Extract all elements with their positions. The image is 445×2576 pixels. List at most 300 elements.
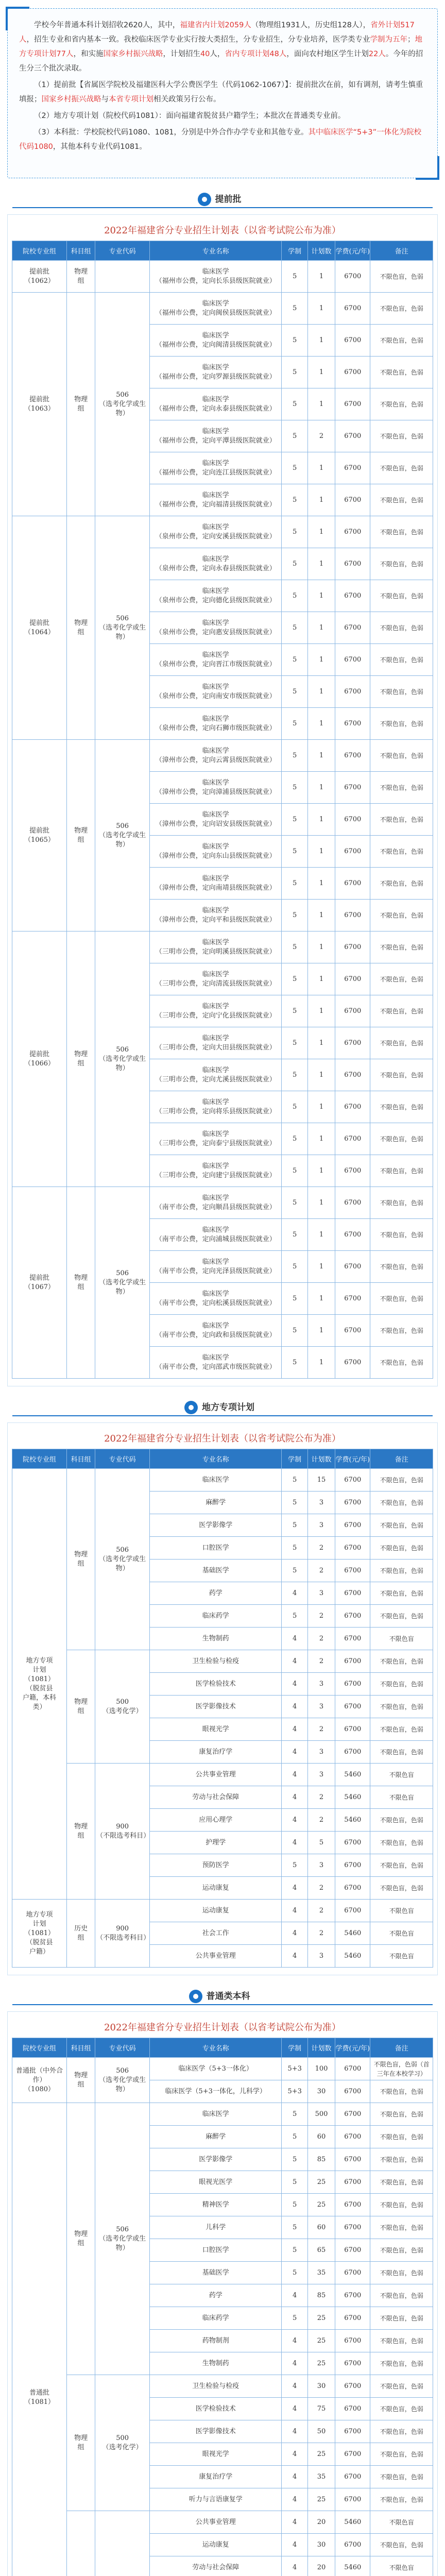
- major-name-cell: 临床医学 （三明市公费，定向泰宁县级医院就业）: [150, 1123, 282, 1155]
- plan-cell: 100: [308, 2058, 335, 2080]
- plan-cell: 30: [308, 2080, 335, 2103]
- table-header-cell: 科目组: [66, 1449, 95, 1469]
- plan-cell: 25: [308, 2443, 335, 2466]
- group-code-cell: 提前批 （1064）: [12, 516, 67, 740]
- major-name-cell: 临床医学 （南平市公费，定向光泽县级医院就业）: [150, 1251, 282, 1283]
- years-cell: 4: [282, 1832, 308, 1854]
- fee-cell: 5460: [335, 1764, 370, 1786]
- years-cell: 5: [282, 1347, 308, 1379]
- years-cell: 5: [282, 995, 308, 1027]
- note-cell: 不限色盲，色弱: [370, 2148, 433, 2171]
- plan-cell: 1: [308, 325, 335, 357]
- fee-cell: 6700: [335, 1469, 370, 1492]
- major-name-cell: 临床医学 （泉州市公费，定向永春县级医院就业）: [150, 548, 282, 580]
- years-cell: 4: [282, 2534, 308, 2556]
- fee-cell: 6700: [335, 1854, 370, 1877]
- intro-text: ，和实施: [73, 50, 104, 58]
- fee-cell: 6700: [335, 963, 370, 995]
- plan-cell: 1: [308, 676, 335, 708]
- note-cell: 不限色盲，色弱: [370, 548, 433, 580]
- major-name-cell: 公共事业管理: [150, 1764, 282, 1786]
- table-row: [12, 516, 433, 548]
- note-cell: 不限色盲，色弱（首三年在本校学习）: [370, 2058, 433, 2080]
- major-name-cell: 运动康复: [150, 1877, 282, 1900]
- major-group-cell: 500 （选考化学）: [95, 2375, 150, 2511]
- highlight-text: 省外计划517人: [19, 21, 415, 44]
- years-cell: 4: [282, 2556, 308, 2576]
- major-name-cell: 临床医学 （福州市公费，定向闽清县级医院就业）: [150, 325, 282, 357]
- note-cell: 不限色盲，色弱: [370, 1537, 433, 1560]
- table-header-cell: 专业代码: [95, 2038, 150, 2058]
- major-name-cell: 临床医学（5+3一体化）: [150, 2058, 282, 2080]
- note-cell: 不限色盲: [370, 2511, 433, 2534]
- years-cell: 5: [282, 1219, 308, 1251]
- major-name-cell: 儿科学: [150, 2216, 282, 2239]
- years-cell: 4: [282, 1628, 308, 1650]
- fee-cell: 6700: [335, 325, 370, 357]
- section-tab: [182, 1986, 264, 2005]
- plan-cell: 1: [308, 1155, 335, 1187]
- fee-cell: 6700: [335, 484, 370, 516]
- years-cell: 5: [282, 548, 308, 580]
- note-cell: 不限色盲，色弱: [370, 2330, 433, 2352]
- major-name-cell: 临床药学: [150, 2307, 282, 2330]
- major-name-cell: 基础医学: [150, 1560, 282, 1582]
- note-cell: 不限色盲，色弱: [370, 357, 433, 388]
- years-cell: 5: [282, 2307, 308, 2330]
- major-name-cell: 医学影像技术: [150, 1696, 282, 1718]
- plan-cell: 2: [308, 1718, 335, 1741]
- subject-cell: 物理 组: [66, 1187, 95, 1379]
- note-cell: 不限色盲，色弱: [370, 1673, 433, 1696]
- plan-cell: 1: [308, 644, 335, 676]
- plan-cell: 1: [308, 1123, 335, 1155]
- note-cell: 不限色盲，色弱: [370, 1315, 433, 1347]
- note-cell: 不限色盲，色弱: [370, 900, 433, 931]
- years-cell: 4: [282, 1945, 308, 1968]
- fee-cell: 6700: [335, 1605, 370, 1628]
- note-cell: 不限色盲: [370, 1945, 433, 1968]
- intro-text: 相关政策另行公布。: [153, 95, 221, 104]
- plan-cell: 25: [308, 2307, 335, 2330]
- plan-cell: 2: [308, 1605, 335, 1628]
- note-cell: 不限色盲，色弱: [370, 708, 433, 740]
- table-row: [12, 1187, 433, 1219]
- plan-cell: 1: [308, 931, 335, 963]
- fee-cell: 6700: [335, 1492, 370, 1514]
- section-header: [7, 188, 438, 208]
- note-cell: 不限色盲，色弱: [370, 1155, 433, 1187]
- note-cell: 不限色盲，色弱: [370, 1469, 433, 1492]
- note-cell: 不限色盲，色弱: [370, 1650, 433, 1673]
- plan-table: [12, 2038, 433, 2576]
- major-name-cell: 劳动与社会保障: [150, 2556, 282, 2576]
- table-title: 2022年福建省分专业招生计划表（以省考试院公布为准）: [104, 225, 341, 236]
- plan-cell: 3: [308, 1582, 335, 1605]
- plan-cell: 20: [308, 2511, 335, 2534]
- plan-cell: 2: [308, 1809, 335, 1832]
- years-cell: 5: [282, 357, 308, 388]
- fee-cell: 5460: [335, 1809, 370, 1832]
- plan-cell: 1: [308, 1219, 335, 1251]
- plan-cell: 3: [308, 1696, 335, 1718]
- intro-text: 与: [101, 95, 109, 104]
- group-code-cell: 地方专项 计划 （1081） （脱贫县 户籍）: [12, 1900, 67, 1968]
- years-cell: 5: [282, 580, 308, 612]
- note-cell: 不限色盲，色弱: [370, 1123, 433, 1155]
- note-cell: 不限色盲，色弱: [370, 1283, 433, 1315]
- highlight-text: 其中临床医学“5+3”一体化为院校代码1080: [19, 128, 422, 151]
- major-name-cell: 口腔医学: [150, 1537, 282, 1560]
- plan-cell: 30: [308, 2534, 335, 2556]
- major-name-cell: 临床医学 （三明市公费，定向宁化县级医院就业）: [150, 995, 282, 1027]
- table-header-cell: 专业名称: [150, 2038, 282, 2058]
- note-cell: 不限色盲，色弱: [370, 2352, 433, 2375]
- table-header-cell: 备注: [370, 241, 433, 261]
- section-tab-label: 地方专项计划: [202, 1402, 254, 1413]
- note-cell: 不限色盲，色弱: [370, 2126, 433, 2148]
- fee-cell: 6700: [335, 1696, 370, 1718]
- years-cell: 5: [282, 644, 308, 676]
- intro-text: ，招生专业和省内基本一致。我校临床医学专业实行按大类招生，分专业招生，分专业培养，医学类专业: [26, 36, 370, 44]
- fee-cell: 6700: [335, 1155, 370, 1187]
- plan-cell: 1: [308, 804, 335, 836]
- years-cell: 5+3: [282, 2080, 308, 2103]
- fee-cell: 6700: [335, 2352, 370, 2375]
- years-cell: 4: [282, 2420, 308, 2443]
- years-cell: 5: [282, 2148, 308, 2171]
- note-cell: 不限色盲，色弱: [370, 580, 433, 612]
- years-cell: 4: [282, 1877, 308, 1900]
- fee-cell: 6700: [335, 2420, 370, 2443]
- fee-cell: 6700: [335, 676, 370, 708]
- note-cell: 不限色盲，色弱: [370, 868, 433, 900]
- table-row: [12, 1764, 433, 1786]
- plan-cell: 1: [308, 963, 335, 995]
- plan-cell: 1: [308, 1187, 335, 1219]
- major-name-cell: 临床医学 （泉州市公费，定向安溪县级医院就业）: [150, 516, 282, 548]
- years-cell: 4: [282, 1900, 308, 1922]
- fee-cell: 6700: [335, 1091, 370, 1123]
- fee-cell: 6700: [335, 2194, 370, 2216]
- years-cell: 5: [282, 708, 308, 740]
- note-cell: 不限色盲: [370, 1922, 433, 1945]
- fee-cell: 6700: [335, 900, 370, 931]
- corner-decoration: [416, 156, 439, 180]
- major-name-cell: 药物制剂: [150, 2330, 282, 2352]
- years-cell: 4: [282, 2352, 308, 2375]
- major-name-cell: 临床医学 （南平市公费，定向政和县级医院就业）: [150, 1315, 282, 1347]
- plan-cell: 1: [308, 388, 335, 420]
- section-tab-label: 普通类本科: [206, 1991, 250, 2002]
- years-cell: 5: [282, 2194, 308, 2216]
- section-dot-icon: [189, 1990, 202, 2003]
- note-cell: 不限色盲，色弱: [370, 1809, 433, 1832]
- fee-cell: 6700: [335, 1673, 370, 1696]
- note-cell: 不限色盲，色弱: [370, 2488, 433, 2511]
- major-group-cell: 506 （选考化学或生物）: [95, 740, 150, 931]
- major-name-cell: 药学: [150, 1582, 282, 1605]
- plan-cell: 1: [308, 836, 335, 868]
- intro-text: （2）地方专项计划（院校代码1081）：面向福建省脱贫县户籍学生；本批次在普通类专业前。: [34, 112, 346, 120]
- note-cell: 不限色盲，色弱: [370, 1832, 433, 1854]
- note-cell: 不限色盲: [370, 1786, 433, 1809]
- major-name-cell: 劳动与社会保障: [150, 1786, 282, 1809]
- major-name-cell: 临床医学 （三明市公费，定向建宁县级医院就业）: [150, 1155, 282, 1187]
- major-name-cell: 听力与言语康复学: [150, 2488, 282, 2511]
- years-cell: 5: [282, 2216, 308, 2239]
- major-name-cell: 临床医学 （漳州市公费，定向漳浦县级医院就业）: [150, 772, 282, 804]
- fee-cell: 6700: [335, 2307, 370, 2330]
- major-name-cell: 精神医学: [150, 2194, 282, 2216]
- major-group-cell: 506 （选考化学或生物）: [95, 1469, 150, 1650]
- plan-cell: 25: [308, 2171, 335, 2194]
- plan-cell: 1: [308, 708, 335, 740]
- years-cell: 4: [282, 2330, 308, 2352]
- table-row: [12, 931, 433, 963]
- major-name-cell: 临床医学 （南平市公费，定向顺昌县级医院就业）: [150, 1187, 282, 1219]
- group-code-cell: 普通批 （1081）: [12, 2103, 67, 2576]
- plan-cell: 65: [308, 2239, 335, 2262]
- major-name-cell: 临床医学 （南平市公费，定向浦城县级医院就业）: [150, 1219, 282, 1251]
- plan-cell: 25: [308, 2488, 335, 2511]
- highlight-text: 地方专项计划77人: [19, 36, 422, 58]
- plan-cell: 3: [308, 1492, 335, 1514]
- plan-cell: 85: [308, 2284, 335, 2307]
- note-cell: 不限色盲，色弱: [370, 1718, 433, 1741]
- table-row: [12, 2058, 433, 2080]
- major-name-cell: 临床医学 （漳州市公费，定向平和县级医院就业）: [150, 900, 282, 931]
- years-cell: 5: [282, 325, 308, 357]
- fee-cell: 6700: [335, 995, 370, 1027]
- group-code-cell: 提前批 （1062）: [12, 261, 67, 293]
- plan-cell: 500: [308, 2103, 335, 2126]
- years-cell: 4: [282, 2466, 308, 2488]
- fee-cell: 6700: [335, 2534, 370, 2556]
- major-name-cell: 临床医学（5+3一体化，儿科学）: [150, 2080, 282, 2103]
- highlight-text: 福建省内计划2059人: [180, 21, 251, 29]
- years-cell: 4: [282, 2284, 308, 2307]
- plan-cell: 1: [308, 261, 335, 293]
- plan-cell: 1: [308, 772, 335, 804]
- major-name-cell: 临床医学 （福州市公费，定向平潭县级医院就业）: [150, 420, 282, 452]
- fee-cell: 6700: [335, 452, 370, 484]
- plan-cell: 50: [308, 2420, 335, 2443]
- intro-text: （1）提前批【省属医学院校及福建医科大学公费医学生（代码1062-1067）】：提前批次在前，如有调剂，请考生慎重填报；: [19, 81, 423, 104]
- subject-cell: [66, 2511, 95, 2576]
- years-cell: 5: [282, 1537, 308, 1560]
- fee-cell: 6700: [335, 2148, 370, 2171]
- subject-cell: 物理 组: [66, 2058, 95, 2103]
- note-cell: 不限色盲，色弱: [370, 1877, 433, 1900]
- note-cell: 不限色盲: [370, 2556, 433, 2576]
- plan-cell: 1: [308, 1059, 335, 1091]
- note-cell: 不限色盲，色弱: [370, 963, 433, 995]
- intro-text: ，面向农村地区学生计划: [286, 50, 369, 58]
- table-header-cell: 计划数: [308, 2038, 335, 2058]
- note-cell: 不限色盲，色弱: [370, 2466, 433, 2488]
- fee-cell: 6700: [335, 1059, 370, 1091]
- note-cell: 不限色盲，色弱: [370, 2307, 433, 2330]
- intro-text: （3）本科批：学校院校代码1080、1081，分别是中外合作办学专业和其他专业。: [34, 128, 309, 137]
- major-name-cell: 应用心理学: [150, 1809, 282, 1832]
- note-cell: 不限色盲，色弱: [370, 1347, 433, 1379]
- highlight-text: 学制为五年: [370, 36, 407, 44]
- years-cell: 4: [282, 2398, 308, 2420]
- major-group-cell: 506 （选考化学或生物）: [95, 2103, 150, 2375]
- years-cell: 4: [282, 1650, 308, 1673]
- major-group-cell: 900 （不限选考科目）: [95, 1764, 150, 1900]
- major-name-cell: 麻醉学: [150, 2126, 282, 2148]
- major-name-cell: 社会工作: [150, 1922, 282, 1945]
- subject-cell: 物理 组: [66, 516, 95, 740]
- note-cell: 不限色盲，色弱: [370, 1605, 433, 1628]
- major-name-cell: 临床医学 （福州市公费，定向长乐县级医院就业）: [150, 261, 282, 293]
- plan-cell: 1: [308, 357, 335, 388]
- major-name-cell: 医学影像技术: [150, 2420, 282, 2443]
- note-cell: 不限色盲，色弱: [370, 1251, 433, 1283]
- fee-cell: 6700: [335, 420, 370, 452]
- years-cell: 5: [282, 836, 308, 868]
- note-cell: 不限色盲，色弱: [370, 388, 433, 420]
- fee-cell: 6700: [335, 2488, 370, 2511]
- section-box: [7, 1422, 438, 1975]
- years-cell: 5: [282, 1514, 308, 1537]
- group-code-cell: 普通批（中外合作） （1080）: [12, 2058, 67, 2103]
- note-cell: 不限色盲: [370, 1900, 433, 1922]
- table-header-cell: 学费(元/年): [335, 241, 370, 261]
- plan-cell: 1: [308, 612, 335, 644]
- major-name-cell: 临床医学 （漳州市公费，定向诏安县级医院就业）: [150, 804, 282, 836]
- years-cell: 4: [282, 1741, 308, 1764]
- intro-paragraph: [19, 125, 426, 154]
- major-name-cell: 临床医学 （泉州市公费，定向德化县级医院就业）: [150, 580, 282, 612]
- intro-paragraphs: [19, 18, 426, 154]
- note-cell: 不限色盲，色弱: [370, 2194, 433, 2216]
- plan-cell: 1: [308, 740, 335, 772]
- table-header-cell: 专业名称: [150, 1449, 282, 1469]
- major-name-cell: 护理学: [150, 1832, 282, 1854]
- fee-cell: 6700: [335, 1027, 370, 1059]
- fee-cell: 6700: [335, 1718, 370, 1741]
- major-name-cell: 临床医学 （泉州市公费，定向惠安县级医院就业）: [150, 612, 282, 644]
- note-cell: 不限色盲，色弱: [370, 612, 433, 644]
- table-header-cell: 科目组: [66, 241, 95, 261]
- fee-cell: 6700: [335, 2284, 370, 2307]
- plan-cell: 25: [308, 2352, 335, 2375]
- major-name-cell: 公共事业管理: [150, 2511, 282, 2534]
- highlight-text: 40: [200, 50, 210, 58]
- table-row: [12, 2103, 433, 2126]
- subject-cell: 物理 组: [66, 1764, 95, 1900]
- fee-cell: 6700: [335, 1219, 370, 1251]
- fee-cell: 6700: [335, 1283, 370, 1315]
- years-cell: 5: [282, 2262, 308, 2284]
- intro-text: （物理组1931人，历史组128人），: [251, 21, 371, 29]
- plan-cell: 2: [308, 1628, 335, 1650]
- major-name-cell: 康复治疗学: [150, 2466, 282, 2488]
- major-name-cell: 公共事业管理: [150, 1945, 282, 1968]
- section-header: [7, 1396, 438, 1416]
- group-code-cell: 提前批 （1067）: [12, 1187, 67, 1379]
- years-cell: 5: [282, 1605, 308, 1628]
- table-header-cell: 专业名称: [150, 241, 282, 261]
- table-header-cell: 备注: [370, 2038, 433, 2058]
- fee-cell: 6700: [335, 580, 370, 612]
- fee-cell: 6700: [335, 1315, 370, 1347]
- major-name-cell: 临床医学 （三明市公费，定向尤溪县级医院就业）: [150, 1059, 282, 1091]
- highlight-text: 国家乡村振兴战略: [41, 95, 101, 104]
- table-title: 2022年福建省分专业招生计划表（以省考试院公布为准）: [104, 2022, 341, 2033]
- plan-cell: 60: [308, 2126, 335, 2148]
- plan-cell: 3: [308, 1741, 335, 1764]
- table-header-cell: 备注: [370, 1449, 433, 1469]
- years-cell: 4: [282, 2443, 308, 2466]
- major-group-cell: 500 （选考化学）: [95, 1650, 150, 1764]
- intro-paragraph: [19, 109, 426, 123]
- subject-cell: 物理 组: [66, 2375, 95, 2511]
- major-name-cell: 医学影像学: [150, 2148, 282, 2171]
- years-cell: 5: [282, 2126, 308, 2148]
- note-cell: 不限色盲，色弱: [370, 740, 433, 772]
- fee-cell: 6700: [335, 2080, 370, 2103]
- note-cell: 不限色盲，色弱: [370, 484, 433, 516]
- years-cell: 5: [282, 2103, 308, 2126]
- major-name-cell: 临床医学 （福州市公费，定向永泰县级医院就业）: [150, 388, 282, 420]
- fee-cell: 5460: [335, 1922, 370, 1945]
- note-cell: 不限色盲，色弱: [370, 2216, 433, 2239]
- fee-cell: 6700: [335, 548, 370, 580]
- years-cell: 5: [282, 612, 308, 644]
- major-name-cell: 卫生检验与检疫: [150, 2375, 282, 2398]
- note-cell: 不限色盲，色弱: [370, 995, 433, 1027]
- plan-cell: 1: [308, 548, 335, 580]
- note-cell: 不限色盲，色弱: [370, 1854, 433, 1877]
- table-header-row: [12, 241, 433, 261]
- fee-cell: 6700: [335, 1537, 370, 1560]
- fee-cell: 6700: [335, 2375, 370, 2398]
- major-name-cell: 临床医学: [150, 1469, 282, 1492]
- major-group-cell: 506 （选考化学或生物）: [95, 516, 150, 740]
- highlight-text: 省内专项计划48人: [225, 50, 287, 58]
- table-header-cell: 专业代码: [95, 241, 150, 261]
- plan-cell: 1: [308, 995, 335, 1027]
- major-name-cell: 临床药学: [150, 1605, 282, 1628]
- plan-cell: 1: [308, 1251, 335, 1283]
- note-cell: 不限色盲，色弱: [370, 325, 433, 357]
- fee-cell: 6700: [335, 2103, 370, 2126]
- note-cell: 不限色盲，色弱: [370, 420, 433, 452]
- plan-cell: 15: [308, 1469, 335, 1492]
- plan-cell: 25: [308, 2330, 335, 2352]
- table-header-cell: 学制: [282, 1449, 308, 1469]
- major-name-cell: 医学检验技术: [150, 2398, 282, 2420]
- table-row: [12, 1469, 433, 1492]
- plan-cell: 1: [308, 293, 335, 325]
- years-cell: 4: [282, 1582, 308, 1605]
- plan-cell: 1: [308, 484, 335, 516]
- major-name-cell: 药学: [150, 2284, 282, 2307]
- plan-cell: 25: [308, 2194, 335, 2216]
- intro-paragraph: [19, 18, 426, 76]
- section-tab: [191, 189, 255, 208]
- plan-cell: 1: [308, 452, 335, 484]
- plan-cell: 1: [308, 1347, 335, 1379]
- note-cell: 不限色盲，色弱: [370, 261, 433, 293]
- plan-cell: 2: [308, 1786, 335, 1809]
- note-cell: 不限色盲，色弱: [370, 676, 433, 708]
- subject-cell: 物理 组: [66, 740, 95, 931]
